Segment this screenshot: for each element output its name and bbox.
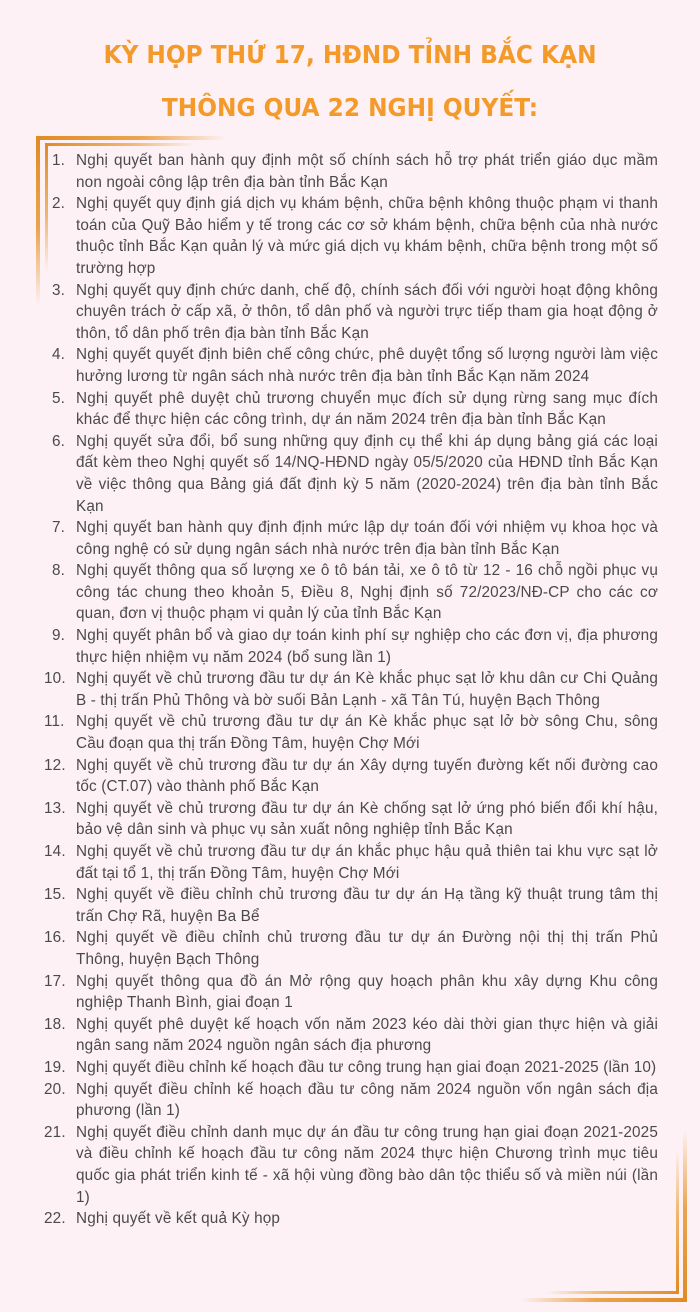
page-title	[25, 28, 676, 134]
item-text: Nghị quyết phê duyệt chủ trương chuyển mục đích sử dụng rừng sang mục đích khác để thực hiện các công trình, dự án năm 2024 trên địa bàn tỉnh Bắc Kạn	[76, 389, 658, 429]
list-item	[52, 560, 658, 625]
list-item	[52, 280, 658, 345]
item-number: 12.	[44, 756, 66, 774]
item-number: 6.	[52, 432, 66, 450]
frame-top-left-outer-vertical	[36, 136, 40, 306]
frame-top-left-inner-horizontal	[45, 143, 195, 146]
item-text: Nghị quyết phân bổ và giao dự toán kinh phí sự nghiệp cho các đơn vị, địa phương thực hiện nhiệm vụ năm 2024 (bổ sung lần 1)	[76, 627, 658, 666]
list-item	[44, 668, 658, 711]
item-number: 7.	[52, 519, 66, 537]
item-number: 18.	[44, 1015, 66, 1033]
item-number: 3.	[52, 281, 66, 299]
item-number: 11.	[44, 713, 65, 731]
item-number: 9.	[52, 627, 66, 645]
list-item	[52, 431, 658, 517]
frame-top-left-outer-horizontal	[36, 136, 226, 140]
item-number: 5.	[52, 389, 66, 407]
list-item	[52, 625, 658, 668]
item-text: Nghị quyết quyết định biên chế công chức, phê duyệt tổng số lượng người làm việc hưởng lương từ ngân sách nhà nước trên địa bàn tỉnh Bắc Kạn năm 2024	[76, 346, 658, 385]
list-item	[44, 1014, 658, 1057]
list-item	[52, 344, 658, 387]
resolution-list	[44, 150, 658, 1230]
item-number: 21.	[44, 1123, 66, 1141]
list-item	[44, 798, 658, 841]
list-item	[44, 841, 658, 884]
item-number: 15.	[44, 886, 66, 904]
item-text: Nghị quyết ban hành quy định định mức lập dự toán đối với nhiệm vụ khoa học và công nghệ có sử dụng ngân sách nhà nước trên địa bàn tỉnh Bắc Kạn	[76, 519, 658, 558]
list-item	[44, 1057, 658, 1079]
list-item	[44, 927, 658, 970]
item-text: Nghị quyết về chủ trương đầu tư dự án Xây dựng tuyến đường kết nối đường cao tốc (CT.07) vào thành phố Bắc Kạn	[76, 756, 658, 796]
item-text: Nghị quyết ban hành quy định một số chính sách hỗ trợ phát triển giáo dục mầm non ngoài công lập trên địa bàn tỉnh Bắc Kạn	[76, 152, 658, 191]
list-item	[52, 388, 658, 431]
list-item	[44, 1079, 658, 1122]
item-text: Nghị quyết thông qua số lượng xe ô tô bán tải, xe ô tô từ 12 - 16 chỗ ngồi phục vụ công tác chung theo khoản 5, Điều 8, Nghị định số 72/2023/NĐ-CP cho các cơ quan, đơn vị thuộc phạm vi quản lý của tỉnh Bắc Kạn	[76, 562, 658, 623]
title-line-1: KỲ HỌP THỨ 17, HĐND TỈNH BẮC KẠN	[103, 40, 597, 69]
item-text: Nghị quyết điều chỉnh kế hoạch đầu tư công trung hạn giai đoạn 2021-2025 (lần 10)	[76, 1058, 657, 1076]
item-text: Nghị quyết điều chỉnh danh mục dự án đầu tư công trung hạn giai đoạn 2021-2025 và điều chỉnh kế hoạch đầu tư công năm 2024 thực hiện Chương trình mục tiêu quốc gia phát triển kinh tế - xã hội vùng đồng bào dân tộc thiểu số và miền núi (lần 1)	[76, 1123, 658, 1206]
item-number: 2.	[52, 195, 66, 213]
list-item	[52, 150, 658, 193]
frame-top-left-inner-vertical	[45, 143, 48, 273]
list-item	[44, 1122, 658, 1208]
item-number: 17.	[44, 972, 66, 990]
item-text: Nghị quyết về kết quả Kỳ họp	[76, 1210, 281, 1228]
list-item	[52, 193, 658, 279]
item-number: 19.	[44, 1058, 66, 1076]
list-item	[44, 711, 658, 754]
item-number: 13.	[44, 799, 66, 817]
item-text: Nghị quyết quy định giá dịch vụ khám bệnh, chữa bệnh không thuộc phạm vi thanh toán của Quỹ Bảo hiểm y tế trong các cơ sở khám bệnh, chữa bệnh của nhà nước thuộc tỉnh Bắc Kạn quản lý và mức giá dịch vụ khám bệnh, chữa bệnh trong một số trường hợp	[76, 195, 658, 277]
list-item	[44, 1208, 658, 1230]
item-number: 1.	[52, 152, 66, 169]
item-text: Nghị quyết về điều chỉnh chủ trương đầu tư dự án Hạ tầng kỹ thuật trung tâm thị trấn Chợ Rã, huyện Ba Bể	[76, 886, 658, 925]
item-number: 22.	[44, 1210, 66, 1228]
item-text: Nghị quyết về chủ trương đầu tư dự án Kè khắc phục sạt lở bờ sông Chu, sông Cầu đoạn qua thị trấn Đồng Tâm, huyện Chợ Mới	[76, 713, 658, 753]
item-text: Nghị quyết về chủ trương đầu tư dự án khắc phục hậu quả thiên tai khu vực sạt lở đất tại tổ 1, thị trấn Đồng Tâm, huyện Chợ Mới	[76, 843, 658, 882]
item-text: Nghị quyết sửa đổi, bổ sung những quy định cụ thể khi áp dụng bảng giá các loại đất kèm theo Nghị quyết số 14/NQ-HĐND ngày 05/5/2020 của HĐND tỉnh Bắc Kạn về việc thông qua Bảng giá đất định kỳ 5 năm (2020-2024) trên địa bàn tỉnh Bắc Kạn	[76, 432, 658, 515]
frame-bottom-right-inner-horizontal	[545, 1291, 679, 1294]
frame-bottom-right-outer-vertical	[683, 1130, 687, 1302]
list-item	[44, 971, 658, 1014]
list-item	[44, 755, 658, 798]
item-text: Nghị quyết phê duyệt kế hoạch vốn năm 2023 kéo dài thời gian thực hiện và giải ngân sang năm 2024 nguồn ngân sách địa phương	[76, 1015, 658, 1055]
title-line-2: THÔNG QUA 22 NGHỊ QUYẾT:	[161, 93, 539, 122]
item-number: 16.	[44, 929, 66, 947]
item-number: 20.	[44, 1080, 66, 1098]
item-text: Nghị quyết về điều chỉnh chủ trương đầu tư dự án Đường nội thị thị trấn Phủ Thông, huyện Bạch Thông	[76, 929, 658, 968]
list-item	[44, 884, 658, 927]
item-number: 10.	[44, 670, 66, 688]
item-text: Nghị quyết quy định chức danh, chế độ, chính sách đối với người hoạt động không chuyên trách ở cấp xã, ở thôn, tổ dân phố và người trực tiếp tham gia hoạt động ở thôn, tổ dân phố trên địa bàn tỉnh Bắc Kạn	[76, 281, 658, 342]
item-text: Nghị quyết điều chỉnh kế hoạch đầu tư công năm 2024 nguồn vốn ngân sách địa phương (lần 1)	[76, 1080, 658, 1120]
frame-bottom-right-inner-vertical	[676, 1150, 679, 1294]
item-text: Nghị quyết thông qua đồ án Mở rộng quy hoạch phân khu xây dựng Khu công nghiệp Thanh Bình, giai đoạn 1	[76, 972, 658, 1012]
item-number: 14.	[44, 843, 66, 860]
item-number: 4.	[52, 346, 66, 364]
item-number: 8.	[52, 562, 66, 580]
list-item	[52, 517, 658, 560]
frame-bottom-right-outer-horizontal	[520, 1298, 687, 1302]
item-text: Nghị quyết về chủ trương đầu tư dự án Kè chống sạt lở ứng phó biến đổi khí hậu, bảo vệ dân sinh và phục vụ sản xuất nông nghiệp tỉnh Bắc Kạn	[76, 799, 658, 839]
item-text: Nghị quyết về chủ trương đầu tư dự án Kè khắc phục sạt lở khu dân cư Chi Quảng B - thị trấn Phủ Thông và bờ suối Bản Lạnh - xã Tân Tú, huyện Bạch Thông	[76, 670, 658, 709]
